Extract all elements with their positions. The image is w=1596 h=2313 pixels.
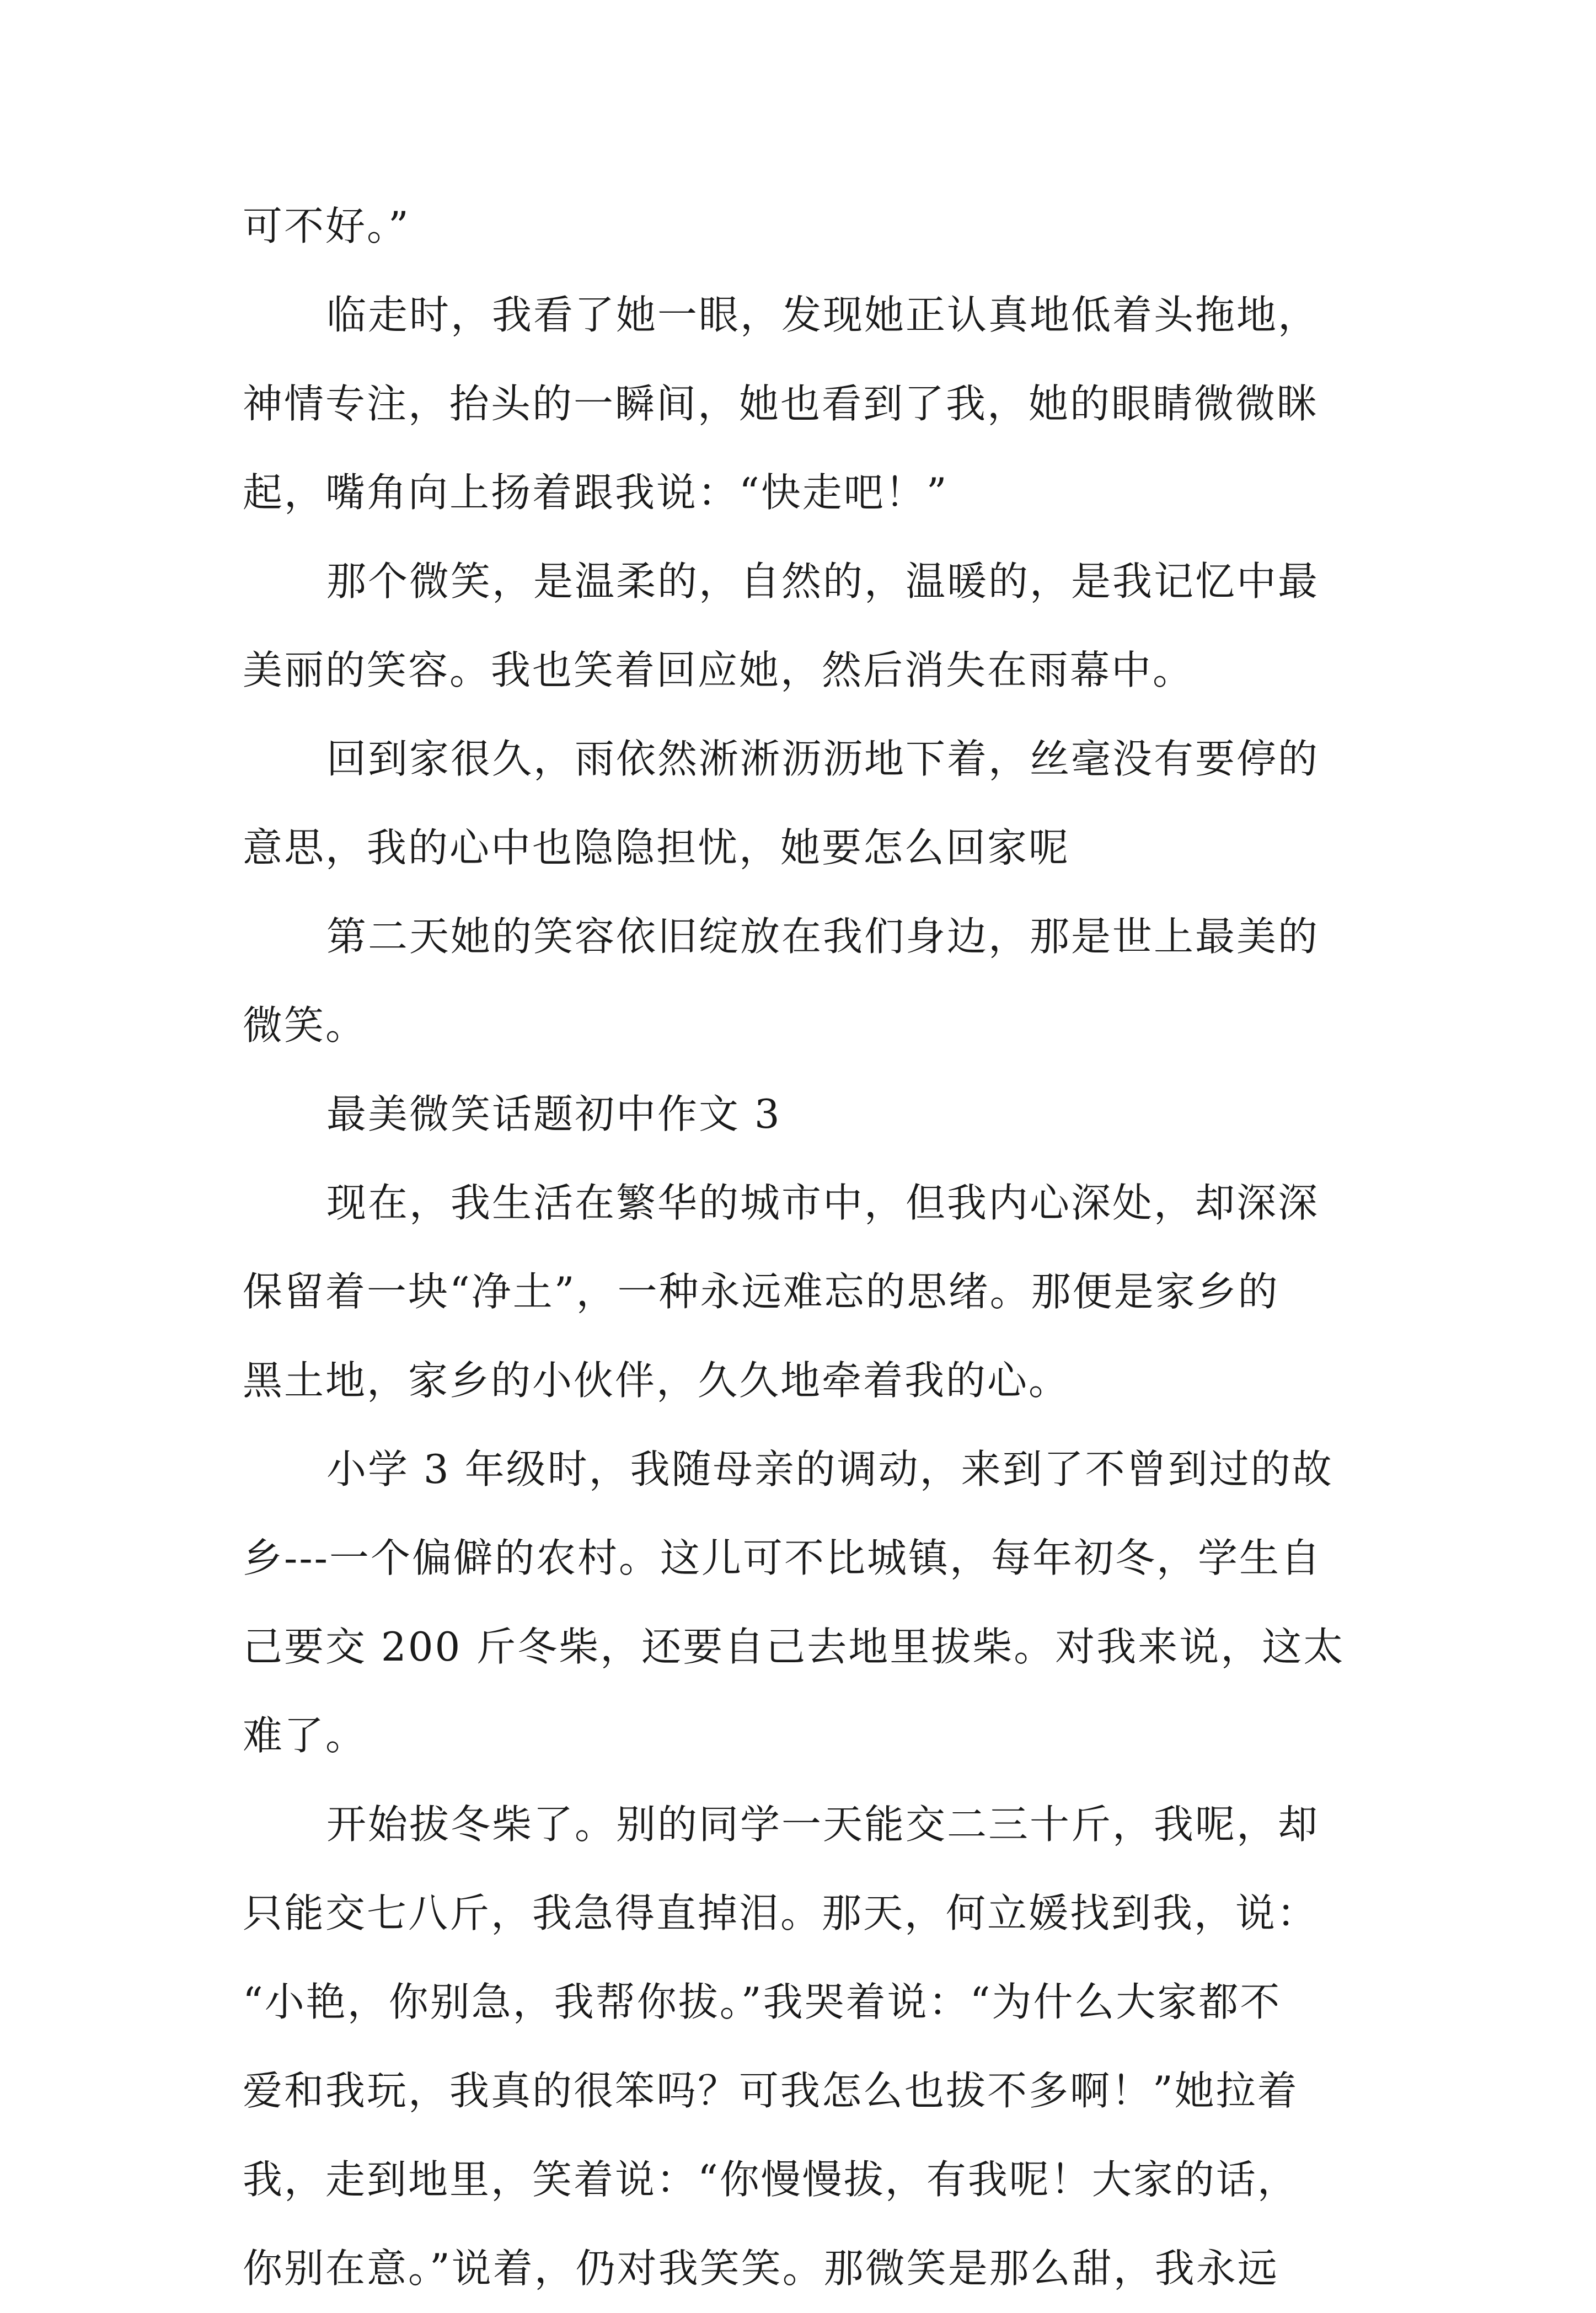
paragraph [243, 1780, 1351, 2313]
article-body [243, 182, 1351, 2313]
text-line: 小学 3 年级时，我随母亲的调动，来到了不曾到过的故 [326, 1446, 1333, 1492]
text-line: 意思，我的心中也隐隐担忧，她要怎么回家呢 [243, 824, 1070, 871]
text-line: 起，嘴角向上扬着跟我说：“快走吧！” [243, 469, 949, 516]
paragraph [243, 271, 1351, 537]
paragraph [243, 537, 1351, 715]
paragraph [243, 892, 1351, 1070]
text-line: 神情专注，抬头的一瞬间，她也看到了我，她的眼睛微微眯 [243, 381, 1319, 427]
text-line: 临走时，我看了她一眼，发现她正认真地低着头拖地， [326, 292, 1320, 338]
text-line: 黑土地，家乡的小伙伴，久久地牵着我的心。 [243, 1357, 1070, 1404]
paragraph [243, 715, 1351, 892]
text-line: 己要交 200 斤冬柴，还要自己去地里拔柴。对我来说，这太 [243, 1624, 1345, 1670]
section-heading [243, 1070, 1351, 1159]
text-line: 开始拔冬柴了。别的同学一天能交二三十斤，我呢，却 [326, 1801, 1320, 1848]
text-line: 我，走到地里，笑着说：“你慢慢拔，有我呢！大家的话， [243, 2156, 1299, 2203]
text-line: 可不好。” [243, 203, 410, 249]
text-line: 回到家很久，雨依然淅淅沥沥地下着，丝毫没有要停的 [326, 736, 1320, 782]
text-line: 微笑。 [243, 1002, 367, 1048]
heading-text: 最美微笑话题初中作文 3 [326, 1091, 781, 1137]
text-line: 保留着一块“净土”，一种永远难忘的思绪。那便是家乡的 [243, 1268, 1279, 1315]
text-line: 你别在意。”说着，仍对我笑笑。那微笑是那么甜，我永远 [243, 2245, 1279, 2291]
paragraph [243, 1425, 1351, 1780]
text-line: 第二天她的笑容依旧绽放在我们身边，那是世上最美的 [326, 913, 1320, 960]
paragraph [243, 182, 1351, 271]
text-line: 美丽的笑容。我也笑着回应她，然后消失在雨幕中。 [243, 647, 1195, 693]
text-line: 现在，我生活在繁华的城市中，但我内心深处，却深深 [326, 1180, 1320, 1226]
text-line: 只能交七八斤，我急得直掉泪。那天，何立媛找到我，说： [243, 1890, 1319, 1936]
text-line: “小艳，你别急，我帮你拔。”我哭着说：“为什么大家都不 [243, 1979, 1282, 2025]
text-line: 爱和我玩，我真的很笨吗？可我怎么也拔不多啊！”她拉着 [243, 2068, 1299, 2114]
text-line: 那个微笑，是温柔的，自然的，温暖的，是我记忆中最 [326, 558, 1320, 604]
text-line: 难了。 [243, 1712, 367, 1759]
text-line: 乡---一个偏僻的农村。这儿可不比城镇，每年初冬，学生自 [243, 1535, 1322, 1581]
paragraph [243, 1159, 1351, 1425]
